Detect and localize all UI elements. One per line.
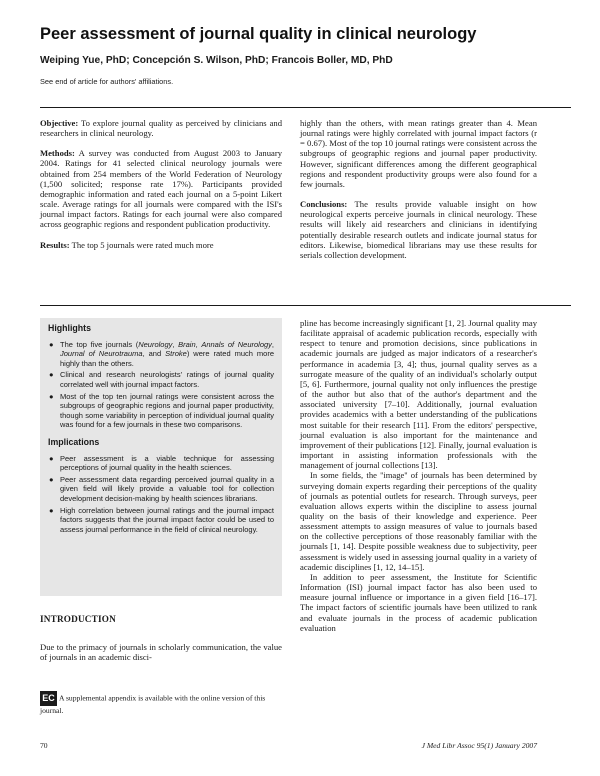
article-title: Peer assessment of journal quality in clinical neurology: [40, 25, 477, 43]
conclusions-label: Conclusions:: [300, 199, 348, 210]
abstract-bottom-rule: [40, 305, 571, 306]
implication-text: High correlation between journal ratings and the journal impact factors suggests that the journal impact factor could be used to assess journal performance in the field of clinical neurology.: [60, 505, 274, 534]
bullet-icon: ●: [49, 505, 54, 515]
implications-list: [48, 454, 274, 535]
implications-heading: Implications: [48, 436, 100, 447]
separator: ,: [195, 339, 202, 349]
separator: , and: [142, 349, 166, 359]
page-number: 70: [40, 741, 48, 750]
abstract-right-column: [300, 118, 537, 270]
bullet-icon: ●: [49, 474, 54, 484]
body-paragraph: In some fields, the ''image'' of journals has been determined by surveying domain experts regarding their perceptions of the quality of journals as potential outlets for research. Through surveys, peer evaluation allows experts within the discipline to assess journal quality on the basis of their knowledge and experience. Peer assessment attempts to assign measures of value to journals based on the collective perceptions of those reasonably familiar with the journals [1, 14]. Despite possible weakness due to subjectivity, peer assessment is widely used in assessing journal quality in a variety of academic disciplines [1, 12, 14–15].: [300, 470, 537, 572]
bullet-icon: ●: [49, 370, 54, 380]
introduction-paragraph: Due to the primacy of journals in scholarly communication, the value of journals in an academic disci-: [40, 641, 282, 662]
abstract-results-start: [40, 240, 282, 250]
highlight-item: [48, 340, 274, 369]
abstract-conclusions: [300, 199, 537, 260]
body-paragraph: pline has become increasingly significant [1, 2]. Journal quality may facilitate appraisal of academic publication records, especially with respect to tenure and promotion decisions, since publications in academic journals are judged as major indicators of a researcher's performance in academia [3, 4]; thus, journal quality serves as a surrogate measure of the quality of an individual's scholarly output [5, 6]. Furthermore, journal quality not only influences the prestige of the author but also that of the author's department and the associated university [7–10]. Additionally, journal evaluation provides academics with a better understanding of the publications most suitable for their research [11]. From the editors' perspective, journal evaluation is also important for the maintenance and improvement of their publications [12]. Finally, journal evaluation is important in assisting information professionals with the management of journal collections [13].: [300, 318, 537, 471]
highlights-heading: Highlights: [48, 323, 92, 333]
bullet-icon: ●: [49, 391, 54, 401]
highlights-list: [48, 340, 274, 430]
journal-name: Neurology: [138, 339, 173, 349]
bullet-icon: ●: [49, 339, 54, 349]
journal-name: Brain: [178, 339, 196, 349]
objective-label: Objective:: [40, 118, 79, 128]
implication-text: Peer assessment is a viable technique for assessing perceptions of journal quality in the health sciences.: [60, 453, 274, 473]
introduction-text: [40, 633, 282, 671]
highlight-text: ) were rated much more highly than the others.: [60, 349, 274, 368]
body-right-column: [300, 318, 537, 633]
highlight-text: Clinical and research neurologists' ratings of journal quality correlated well with journal impact factors.: [60, 370, 274, 389]
author-list: Weiping Yue, PhD; Concepción S. Wilson, PhD; Francois Boller, MD, PhD: [40, 55, 393, 66]
journal-name: Annals of Neurology: [201, 339, 272, 349]
conclusions-text: The results provide valuable insight on how neurological experts perceive journals in clinical neurology. These results will likely aid researchers and clinicians in identifying potentially desirable research outlets and indicate journal status for editors. Likewise, biomedical librarians may use these results for serials collection development.: [300, 199, 537, 260]
implication-item: [48, 454, 274, 473]
bullet-icon: ●: [49, 453, 54, 463]
highlight-item: [48, 370, 274, 389]
separator: ,: [271, 339, 275, 349]
methods-text: A survey was conducted from August 2003 to January 2004. Ratings for 41 selected clinical neurology journals were obtained from 254 members of the World Federation of Neurology (1,500 solicited; response rate 17%). Participants provided demographic information and rated each journal on a 5-point Likert scale. Average ratings for all journals were compared with the ISI's journal impact factors. Ratings for each journal were also compared across geographic regions and respondent publication productivity.: [40, 148, 282, 230]
abstract-left-column: [40, 118, 282, 260]
results-text-left: The top 5 journals were rated much more: [69, 239, 214, 250]
implication-item: [48, 475, 274, 504]
body-paragraph: In addition to peer assessment, the Institute for Scientific Information (ISI) journal impact factor has also been used to measure journal influence or importance in a given field [16–17]. The impact factors of scientific journals have been utilized to rank and evaluate journals in the process of academic publication evaluation: [300, 571, 537, 633]
supplemental-note: [40, 691, 282, 716]
journal-name: Journal of Neurotrauma: [60, 349, 143, 359]
abstract-results-cont: highly than the others, with mean ratings greater than 4. Mean journal ratings were highly correlated with journal impact factors (r = 0.67). Most of the top 10 journal ratings were consistent across the subgroups of geographic regions and journal paper productivity. However, significant differences among the different geographical regions and respondent productivity groups were also found for a few journals.: [300, 118, 537, 189]
implication-text: Peer assessment data regarding perceived journal quality in a given field will likely provide a valuable tool for collection development decision-making by health sciences librarians.: [60, 474, 274, 503]
affiliation-note: See end of article for authors' affiliations.: [40, 77, 174, 86]
highlight-item: [48, 392, 274, 430]
introduction-heading: INTRODUCTION: [40, 614, 116, 624]
separator: ,: [172, 339, 179, 349]
journal-citation: J Med Libr Assoc 95(1) January 2007: [421, 741, 537, 750]
highlights-box: [40, 318, 282, 596]
highlight-text: Most of the top ten journal ratings were consistent across the subgroups of geographic regions and journal paper productivity, though some variability in perception of individual journal quality was found for a few journals in these two comparisons.: [60, 391, 274, 430]
abstract-methods: [40, 148, 282, 229]
methods-label: Methods:: [40, 148, 75, 159]
objective-text: To explore journal quality as perceived by clinicians and researchers in clinical neurology.: [40, 118, 282, 139]
supplemental-note-text: A supplemental appendix is available with the online version of this journal.: [40, 693, 266, 715]
highlight-text: The top five journals (: [60, 339, 139, 349]
electronic-content-icon: EC: [40, 691, 57, 706]
results-label: Results:: [40, 239, 70, 250]
journal-name: Stroke: [165, 349, 187, 359]
abstract-objective: [40, 118, 282, 138]
implication-item: [48, 506, 274, 535]
abstract-top-rule: [40, 107, 571, 108]
